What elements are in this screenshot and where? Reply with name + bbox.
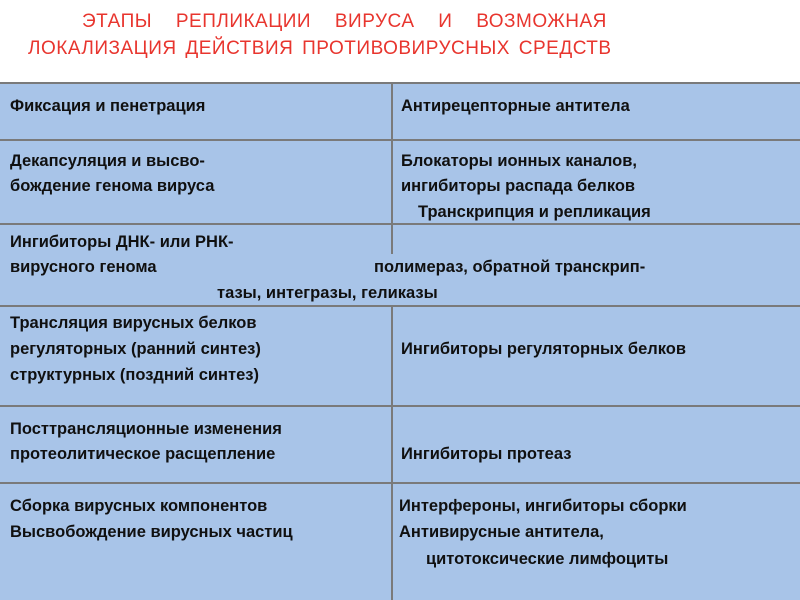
stage-text: Сборка вирусных компонентов xyxy=(10,497,268,515)
stage-text: вирусного генома xyxy=(10,258,157,276)
drug-text: Антивирусные антитела, xyxy=(399,523,604,541)
row-divider xyxy=(0,223,800,225)
column-divider xyxy=(391,224,393,254)
drug-text: полимераз, обратной транскрип- xyxy=(374,258,646,276)
row-divider xyxy=(0,305,800,307)
drug-text: Антирецепторные антитела xyxy=(401,97,630,115)
row-divider xyxy=(0,482,800,484)
stage-text: бождение генома вируса xyxy=(10,177,215,195)
stage-text: Высвобождение вирусных частиц xyxy=(10,523,293,541)
drug-text: Блокаторы ионных каналов, xyxy=(401,152,637,170)
stage-text: Посттрансляционные изменения xyxy=(10,420,282,438)
drug-text: тазы, интегразы, геликазы xyxy=(217,284,438,302)
drug-text: цитотоксические лимфоциты xyxy=(426,550,669,568)
drug-text: ингибиторы распада белков xyxy=(401,177,636,195)
title-line-1: ЭТАПЫ РЕПЛИКАЦИИ ВИРУСА И ВОЗМОЖНАЯ xyxy=(82,11,607,32)
stage-text: структурных (поздний синтез) xyxy=(10,366,259,384)
drug-text: Ингибиторы протеаз xyxy=(401,445,572,463)
stage-text: Ингибиторы ДНК- или РНК- xyxy=(10,233,234,251)
title-line-2: ЛОКАЛИЗАЦИЯ ДЕЙСТВИЯ ПРОТИВОВИРУСНЫХ СРЕДСТВ xyxy=(28,38,612,59)
drug-text: Ингибиторы регуляторных белков xyxy=(401,340,687,358)
row-divider xyxy=(0,139,800,141)
drug-text: Транскрипция и репликация xyxy=(418,203,651,221)
stage-text: регуляторных (ранний синтез) xyxy=(10,340,261,358)
stage-text: Фиксация и пенетрация xyxy=(10,97,206,115)
column-divider xyxy=(391,306,393,600)
column-divider xyxy=(391,83,393,223)
drug-text: Интерфероны, ингибиторы сборки xyxy=(399,497,687,515)
title-area xyxy=(0,0,800,82)
row-divider xyxy=(0,405,800,407)
stage-text: Трансляция вирусных белков xyxy=(10,314,257,332)
stage-text: протеолитическое расщепление xyxy=(10,445,276,463)
stage-text: Декапсуляция и высво- xyxy=(10,152,205,170)
